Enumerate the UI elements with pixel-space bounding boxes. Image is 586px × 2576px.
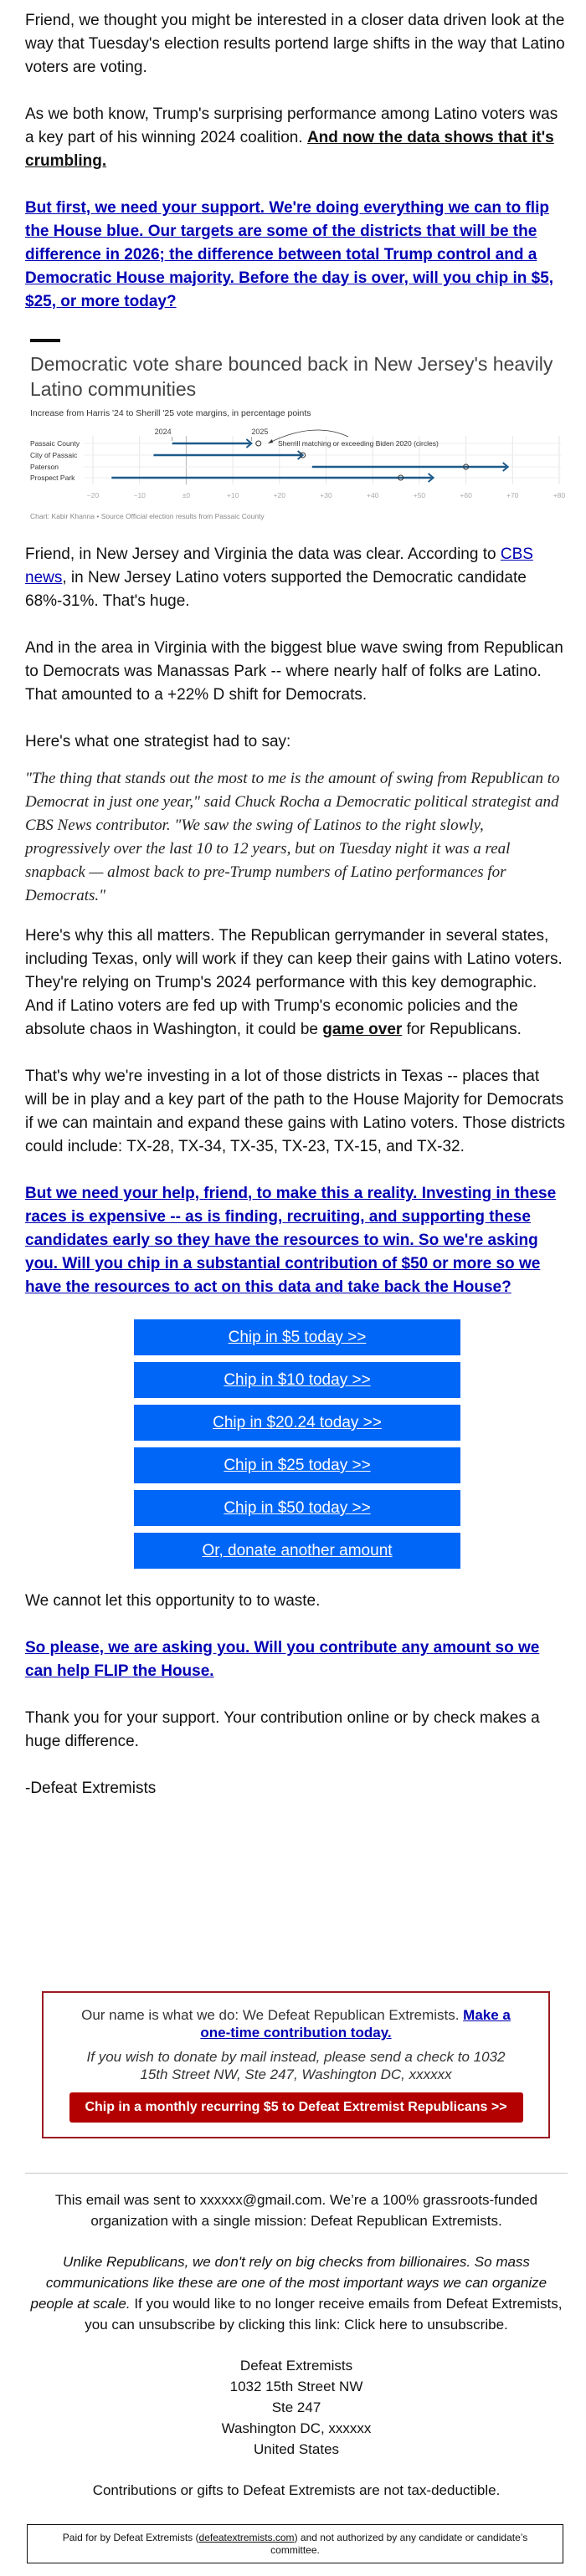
unsubscribe-text[interactable]: If you would like to no longer receive emails from Defeat Extremists, you can unsubscribe by clicking this link: Click here to unsubscribe. xyxy=(85,2296,563,2333)
chip-in-25-button[interactable]: Chip in $25 today >> xyxy=(134,1447,460,1483)
footer-divider xyxy=(25,2173,568,2174)
cbs-news-link[interactable]: CBS news xyxy=(25,545,533,586)
x-tick-label: ±0 xyxy=(182,491,191,499)
paid-text-b: ) and not authorized by any candidate or candidate’s committee. xyxy=(270,2532,528,2556)
vote-share-chart xyxy=(0,337,586,526)
x-tick-label: +40 xyxy=(366,491,379,499)
tax-disclaimer: Contributions or gifts to Defeat Extremists are not tax-deductible. xyxy=(92,2482,501,2498)
strategist-quote: "The thing that stands out the most to me is the amount of swing from Republican to Democrat in just one year," said Chuck Rocha a Democratic political strategist and CBS News contributor. "We saw the swing of Latinos to the right slowly, progressively over the last 10 to 12 years, but on Tuesday night it was a real snapback — almost back to pre-Trump numbers of Latino performances for Democrats." xyxy=(25,770,560,904)
footer xyxy=(25,2189,568,2521)
coalition-paragraph xyxy=(25,103,565,173)
row-label: Paterson xyxy=(30,463,59,471)
why-text-b: for Republicans. xyxy=(402,1021,522,1038)
footer-sent-to: This email was sent to xxxxxx@gmail.com. We’re a 100% grassroots-funded organization with a single mission: Defeat Republican Extremists. xyxy=(54,2192,538,2229)
flip-house-ask-link[interactable]: So please, we are asking you. Will you contribute any amount so we can help FLIP the House. xyxy=(25,1639,540,1680)
chart-title-line-1: Democratic vote share bounced back in New Jersey's heavily xyxy=(30,353,553,375)
row-label: City of Passaic xyxy=(30,451,78,459)
one-time-contribution-link[interactable]: Make a one-time contribution today. xyxy=(200,2007,511,2041)
donate-box xyxy=(42,1991,550,2138)
address-line: United States xyxy=(253,2441,340,2457)
paid-text-a: Paid for by Defeat Extremists ( xyxy=(62,2532,199,2543)
address-line: 1032 15th Street NW xyxy=(229,2379,363,2394)
chart-svg xyxy=(0,337,586,526)
x-tick-label: +80 xyxy=(553,491,566,499)
chip-in-50-button[interactable]: Chip in $50 today >> xyxy=(134,1490,460,1526)
footer-unsubscribe-paragraph xyxy=(25,2251,568,2335)
donate-box-text xyxy=(44,2006,548,2041)
x-tick-label: +20 xyxy=(273,491,286,499)
x-tick-label: +70 xyxy=(506,491,519,499)
footer-address xyxy=(25,2355,568,2460)
why-text-a: Here's why this all matters. The Republican gerrymander in several states, including Texas, only will work if they can keep their gains with Latino voters. They're relying on Trump's 2024 performance with this key demographic. And if Latino voters are fed up with Trump's economic policies and the absolute chaos in Washington, it could be xyxy=(25,927,563,1038)
chip-in-5-button[interactable]: Chip in $5 today >> xyxy=(134,1319,460,1355)
x-tick-label: +10 xyxy=(226,491,239,499)
chart-subtitle: Increase from Harris '24 to Sherill '25 vote margins, in percentage points xyxy=(30,408,311,418)
signoff: -Defeat Extremists xyxy=(25,1780,157,1797)
strategist-intro: Here's what one strategist had to say: xyxy=(25,733,291,750)
address-line: Ste 247 xyxy=(271,2399,321,2415)
mail-donation-text: If you wish to donate by mail instead, please send a check to 1032 15th Street NW, Ste 247, Washington DC, xxxxxx xyxy=(86,2049,506,2082)
mission-text: Our name is what we do: We Defeat Republican Extremists. xyxy=(81,2007,464,2023)
intro-paragraph: Friend, we thought you might be interested in a closer data driven look at the way that Tuesday's election results portend large shifts in the way that Latino voters are voting. xyxy=(25,12,565,76)
texas-districts-paragraph: That's why we're investing in a lot of those districts in Texas -- places that will be in play and a key part of the path to the House Majority for Democrats if we can maintain and expand these gains with Latino voters. Those districts could include: TX-28, TX-34, TX-35, TX-23, TX-15, and TX-32. xyxy=(25,1068,565,1155)
thank-you-paragraph: Thank you for your support. Your contribution online or by check makes a huge difference. xyxy=(25,1709,540,1750)
email-body xyxy=(25,9,565,1824)
x-tick-label: −10 xyxy=(133,491,146,499)
cbs-paragraph xyxy=(25,543,565,613)
opportunity-paragraph: We cannot let this opportunity to to waste. xyxy=(25,1592,321,1610)
row-label: Prospect Park xyxy=(30,474,75,482)
x-tick-label: +30 xyxy=(320,491,332,499)
website-link[interactable]: defeatextremists.com xyxy=(198,2532,295,2543)
chart-accent-bar xyxy=(30,339,60,342)
chart-title-line-2: Latino communities xyxy=(30,378,197,400)
support-ask-link[interactable]: But first, we need your support. We're doing everything we can to flip the House blue. Our targets are some of the districts that will be the difference in 2026; the difference between total Trump control and a Democratic House majority. Before the day is over, will you chip in $5, $25, or more today? xyxy=(25,199,554,310)
chip-in-20-24-button[interactable]: Chip in $20.24 today >> xyxy=(134,1405,460,1441)
annotation-arrowhead xyxy=(268,439,273,443)
chart-annotation: Sherrill matching or exceeding Biden 2020 (circles) xyxy=(278,439,439,448)
address-line: Defeat Extremists xyxy=(239,2358,353,2374)
x-tick-label: −20 xyxy=(86,491,100,499)
address-line: Washington DC, xxxxxx xyxy=(221,2420,372,2436)
donate-other-amount-button[interactable]: Or, donate another amount xyxy=(134,1533,460,1569)
cbs-text-b: , in New Jersey Latino voters supported the Democratic candidate 68%-31%. That's huge. xyxy=(25,569,527,610)
footer-italic-text: Unlike Republicans, we don't rely on big checks from billionaires. So mass communications like these are one of the most important ways we can organize people at scale. xyxy=(30,2254,547,2312)
year-label-2024: 2024 xyxy=(154,428,172,436)
x-tick-label: +50 xyxy=(413,491,426,499)
paid-for-disclaimer xyxy=(27,2524,563,2563)
chip-in-10-button[interactable]: Chip in $10 today >> xyxy=(134,1362,460,1398)
year-label-2025: 2025 xyxy=(251,428,269,436)
help-ask-link[interactable]: But we need your help, friend, to make this a reality. Investing in these races is expensive -- as is finding, recruiting, and supporting these candidates early so they have the resources to win. So we're asking you. Will you chip in a substantial contribution of $50 or more so we have the resources to act on this data and take back the House? xyxy=(25,1185,557,1296)
virginia-paragraph: And in the area in Virginia with the biggest blue wave swing from Republican to Democrats was Manassas Park -- where nearly half of folks are Latino. That amounted to a +22% D shift for Democrats. xyxy=(25,639,563,704)
crumbling-emphasis: And now the data shows that it's crumbling. xyxy=(25,129,554,170)
chart-source: Chart: Kabir Khanna • Source Official election results from Passaic County xyxy=(30,512,265,520)
row-label: Passaic County xyxy=(30,439,80,448)
monthly-recurring-button[interactable]: Chip in a monthly recurring $5 to Defeat Extremist Republicans >> xyxy=(69,2092,523,2123)
x-tick-label: +60 xyxy=(460,491,472,499)
donation-buttons xyxy=(134,1319,460,1569)
coalition-text: As we both know, Trump's surprising performance among Latino voters was a key part of his winning 2024 coalition. xyxy=(25,105,558,146)
why-it-matters-paragraph xyxy=(25,924,565,1042)
cbs-text-a: Friend, in New Jersey and Virginia the data was clear. According to xyxy=(25,545,501,563)
game-over-emphasis: game over xyxy=(322,1021,403,1038)
